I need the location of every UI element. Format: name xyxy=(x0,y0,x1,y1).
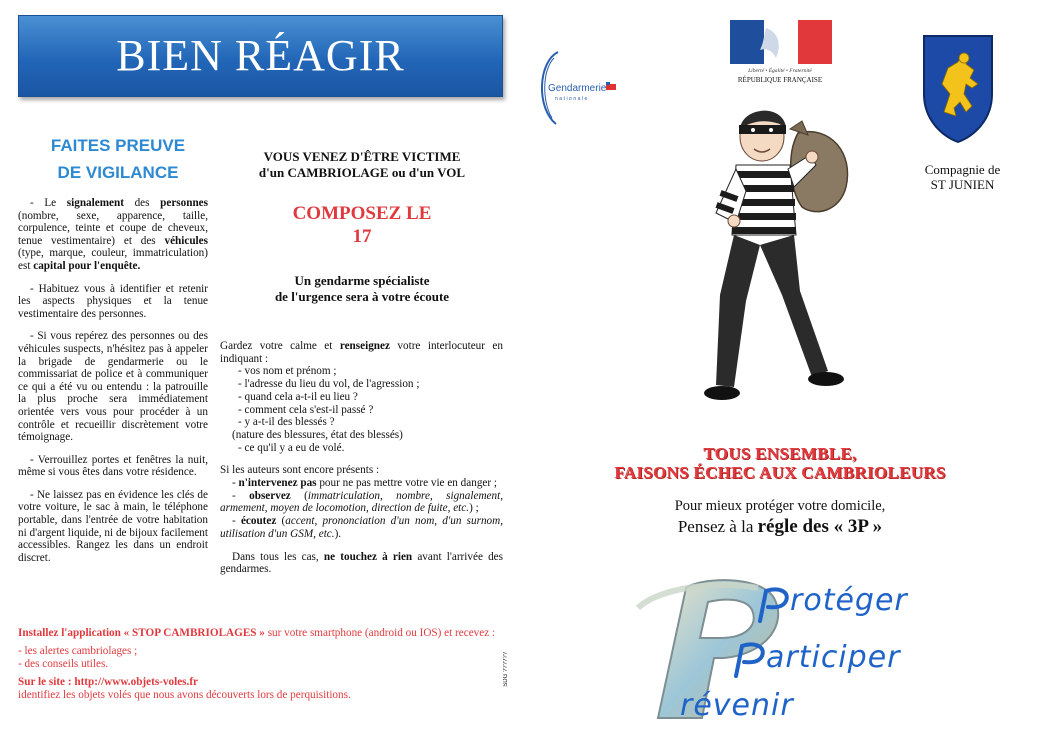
protect-line-2: Pensez à la régle des « 3P » xyxy=(677,516,883,537)
republique-motto: Liberté • Égalité • Fraternité xyxy=(748,68,812,74)
app-line: Installez l'application « STOP CAMBRIOLAGES » sur votre smartphone (android ou IOS) et recevez : xyxy=(18,627,496,639)
emergency-number: COMPOSEZ LE 17 xyxy=(292,203,432,247)
slogan-heading: TOUS ENSEMBLE, FAISONS ÉCHEC AUX CAMBRIOLEURS xyxy=(614,444,946,482)
info-item: - ce qu'il y a eu de volé. xyxy=(238,441,345,454)
advice-paragraph-5: - Ne laissez pas en évidence les clés de votre voiture, le sac à main, le téléphone portable, dans l'entrée de votre habitation ni d'argent liquide, ni de bijoux facilement accessibles. Rangez les dans un endroit discret. xyxy=(18,488,208,564)
republique-francaise-logo xyxy=(726,18,834,88)
app-bullet-2: - des conseils utiles. xyxy=(18,658,109,670)
site-link: Sur le site : http://www.objets-voles.fr xyxy=(18,676,199,688)
info-item: - comment cela s'est-il passé ? xyxy=(238,403,374,416)
info-item: - y a-t-il des blessés ? xyxy=(238,416,335,429)
authors-item-2: - observez (immatriculation, nombre, signalement, armement, moyen de locomotion, direction de fuite, etc.) ; xyxy=(220,489,503,515)
compagnie-label: Compagnie de ST JUNIEN xyxy=(924,162,1001,192)
gendarmerie-name: Gendarmerie xyxy=(548,83,607,94)
banner-title: BIEN RÉAGIR xyxy=(116,31,405,80)
vigilance-heading-line2: DE VIGILANCE xyxy=(57,163,179,182)
authors-intro: Si les auteurs sont encore présents : xyxy=(220,464,380,477)
burglar-illustration xyxy=(690,95,860,425)
info-item: - vos nom et prénom ; xyxy=(238,365,337,378)
title-banner xyxy=(18,15,503,97)
protect-line-1: Pour mieux protéger votre domicile, xyxy=(674,498,886,514)
gendarmerie-logo xyxy=(530,48,620,128)
vigilance-column xyxy=(18,197,208,574)
calm-intro: Gardez votre calme et renseignez votre interlocuteur en indiquant : xyxy=(220,340,503,365)
three-p-word-3: révenir xyxy=(680,688,794,723)
info-item: - l'adresse du lieu du vol, de l'agression ; xyxy=(238,378,420,391)
authors-item-1: - n'intervenez pas pour ne pas mettre votre vie en danger ; xyxy=(232,477,498,490)
p-glyph-icon xyxy=(728,640,768,680)
p-glyph-icon xyxy=(752,585,792,625)
advice-paragraph-4: - Verrouillez portes et fenêtres la nuit, même si vous êtes dans votre résidence. xyxy=(18,453,208,479)
specialist-note: Un gendarme spécialiste de l'urgence sera à votre écoute xyxy=(274,273,450,304)
advice-paragraph-2: - Habituez vous à identifier et retenir les aspects physiques et la tenue vestimentaire des personnes. xyxy=(18,282,208,320)
sdg-code: SDG ?????? xyxy=(503,652,509,687)
final-advice: Dans tous les cas, ne touchez à rien avant l'arrivée des gendarmes. xyxy=(220,550,503,576)
three-p-word-1: rotéger xyxy=(790,583,908,618)
coat-of-arms-icon xyxy=(920,32,996,144)
app-bullet-1: - les alertes cambriolages ; xyxy=(18,645,138,657)
republique-name: RÉPUBLIQUE FRANÇAISE xyxy=(737,76,823,84)
advice-paragraph-1: - Le signalement des personnes (nombre, sexe, apparence, taille, corpulence, teinte et coupe de cheveux, tenue vestimentaire) et des véhicules (type, marque, couleur, immatriculation) est capital pour l'enquête. xyxy=(18,197,208,272)
site-description: identifiez les objets volés que nous avons découverts lors de perquisitions. xyxy=(18,689,351,701)
three-p-word-2: articiper xyxy=(766,640,901,675)
info-item: (nature des blessures, état des blessés) xyxy=(232,428,403,441)
advice-paragraph-3: - Si vous repérez des personnes ou des véhicules suspects, n'hésitez pas à appeler la brigade de gendarmerie ou le commissariat de police et à communiquer ce qui a été vu ou entendu : la patrouille la plus proche sera immédiatement orientée vers vous pour procéder à un contrôle et recueillir discrètement votre témoignage. xyxy=(18,330,208,444)
authors-item-3: - écoutez (accent, prononciation d'un nom, d'un surnom, utilisation d'un GSM, etc.). xyxy=(220,515,504,540)
gendarmerie-sub: nationale xyxy=(555,96,589,102)
vigilance-heading-line1: FAITES PREUVE xyxy=(50,136,186,155)
victim-instructions xyxy=(220,340,503,576)
app-promo xyxy=(18,627,508,702)
info-item: - quand cela a-t-il eu lieu ? xyxy=(238,390,358,403)
victim-heading: VOUS VENEZ D'ÊTRE VICTIME d'un CAMBRIOLAGE ou d'un VOL xyxy=(258,149,466,180)
